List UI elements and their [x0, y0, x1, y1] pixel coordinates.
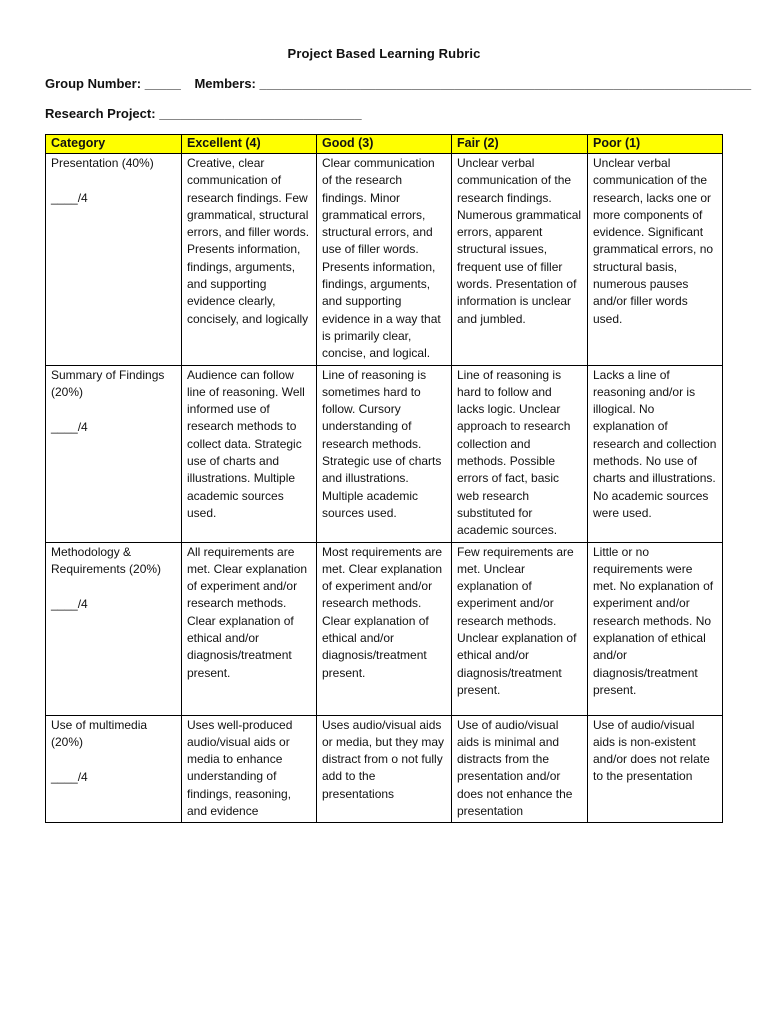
category-name: Use of multimedia (20%) [51, 717, 148, 749]
category-name: Methodology & Requirements (20%) [51, 544, 162, 576]
group-number-blank: _____ [144, 76, 181, 91]
score-blank: ____/4 [51, 420, 88, 435]
fair-cell: Few requirements are met. Unclear explanation of experiment and/or research methods. Unclear explanation of ethical and/or diagnosis/treatment present. [452, 542, 588, 715]
poor-cell: Unclear verbal communication of the research, lacks one or more components of evidence. Significant grammatical errors, no structural basis, numerous pauses and/or filler words used. [588, 154, 723, 366]
research-project-line [45, 106, 362, 121]
fair-cell: Use of audio/visual aids is minimal and distracts from the presentation and/or does not enhance the presentation [452, 715, 588, 823]
category-name: Presentation (40%) [51, 156, 154, 170]
table-row [46, 715, 723, 823]
group-members-line [45, 76, 751, 91]
poor-cell: Use of audio/visual aids is non-existent and/or does not relate to the presentation [588, 715, 723, 823]
excellent-cell: All requirements are met. Clear explanation of experiment and/or research methods. Clear explanation of ethical and/or diagnosis/treatment present. [182, 542, 317, 715]
rubric-table [45, 134, 723, 823]
excellent-cell: Audience can follow line of reasoning. Well informed use of research methods to collect data. Strategic use of charts and illustrations. Multiple academic sources used. [182, 365, 317, 542]
header-row [46, 135, 723, 154]
document-title: Project Based Learning Rubric [287, 46, 481, 61]
good-cell: Uses audio/visual aids or media, but they may distract from o not fully add to the presentations [317, 715, 452, 823]
members-blank: ____________________________________________________________________ [259, 76, 752, 91]
research-project-label: Research Project: [45, 106, 156, 121]
excellent-cell: Creative, clear communication of research findings. Few grammatical, structural errors, and filler words. Presents information, findings, arguments, and supporting evidence clearly, concisely, and logically [182, 154, 317, 366]
fair-cell: Line of reasoning is hard to follow and lacks logic. Unclear approach to research collection and methods. Possible errors of fact, basic web research substituted for academic sources. [452, 365, 588, 542]
category-cell [46, 154, 182, 366]
table-row [46, 365, 723, 542]
research-project-blank: ____________________________ [159, 106, 362, 121]
header-good: Good (3) [317, 135, 452, 154]
members-label: Members: [194, 76, 256, 91]
poor-cell: Little or no requirements were met. No explanation of experiment and/or research methods. No explanation of ethical and/or diagnosis/treatment present. [588, 542, 723, 715]
fair-cell: Unclear verbal communication of the research findings. Numerous grammatical errors, apparent structural issues, frequent use of filler words. Presentation of information is unclear and jumbled. [452, 154, 588, 366]
excellent-cell: Uses well-produced audio/visual aids or media to enhance understanding of findings, reasoning, and evidence [182, 715, 317, 823]
good-cell: Line of reasoning is sometimes hard to follow. Cursory understanding of research methods. Strategic use of charts and illustrations. Multiple academic sources used. [317, 365, 452, 542]
group-number-label: Group Number: [45, 76, 142, 91]
score-blank: ____/4 [51, 191, 88, 206]
header-category: Category [46, 135, 182, 154]
category-cell [46, 715, 182, 823]
category-cell [46, 365, 182, 542]
table-row [46, 154, 723, 366]
table-row [46, 542, 723, 715]
category-name: Summary of Findings (20%) [51, 367, 165, 399]
header-fair: Fair (2) [452, 135, 588, 154]
poor-cell: Lacks a line of reasoning and/or is illogical. No explanation of research and collection methods. No use of charts and illustrations. No academic sources were used. [588, 365, 723, 542]
header-excellent: Excellent (4) [182, 135, 317, 154]
score-blank: ____/4 [51, 597, 88, 612]
good-cell: Clear communication of the research findings. Minor grammatical errors, structural errors, and use of filler words. Presents information, findings, arguments, and supporting evidence in a way that is primarily clear, concise, and logical. [317, 154, 452, 366]
header-poor: Poor (1) [588, 135, 723, 154]
good-cell: Most requirements are met. Clear explanation of experiment and/or research methods. Clear explanation of ethical and/or diagnosis/treatment present. [317, 542, 452, 715]
category-cell [46, 542, 182, 715]
score-blank: ____/4 [51, 770, 88, 785]
